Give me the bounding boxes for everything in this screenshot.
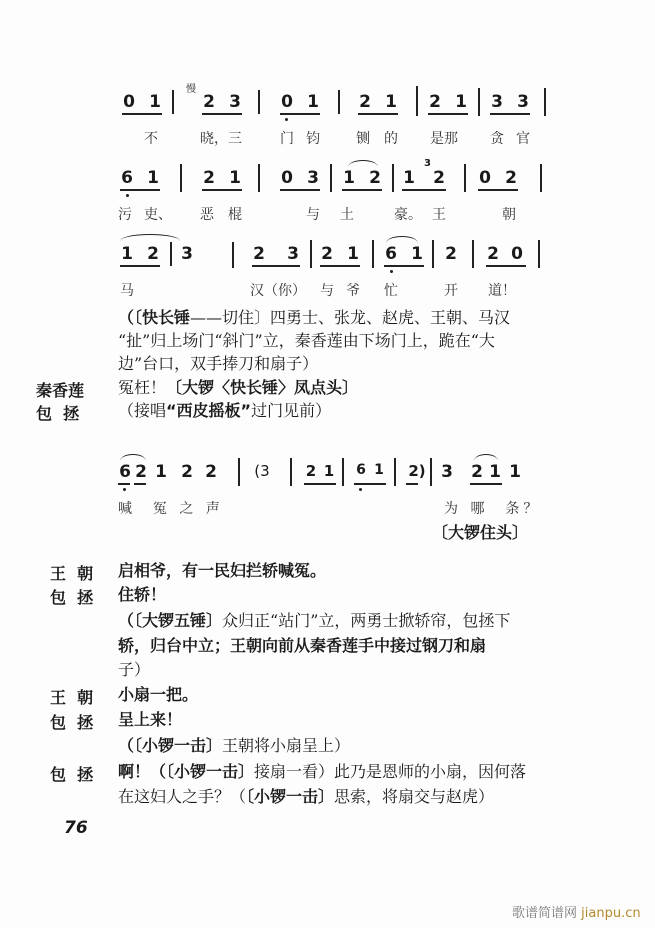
note: 1 (455, 92, 467, 112)
barline (258, 90, 260, 114)
low-octave-dot (123, 488, 126, 491)
note: 6 (356, 462, 366, 478)
lyric: 是那 (430, 131, 458, 147)
barline (464, 164, 466, 192)
slur (348, 160, 378, 167)
underline (342, 189, 382, 191)
underline (304, 483, 336, 485)
note: 2 (253, 244, 265, 264)
page-number: 76 (64, 818, 88, 838)
lyric: 污 (118, 207, 132, 223)
note: 0 (479, 168, 491, 188)
speaker-name: 包 拯 (50, 713, 94, 732)
barline (416, 86, 418, 116)
dialogue-line: 冤枉！〔大锣〈快长锤〉凤点头〕 (118, 378, 359, 397)
lyric: 贪 (490, 131, 504, 147)
note: 1 (509, 462, 521, 482)
note: 1 (403, 168, 415, 188)
lyric: 不 (144, 131, 158, 147)
note: 2 (359, 92, 371, 112)
underline (280, 189, 320, 191)
note: 1 (347, 244, 359, 264)
note: 2 (429, 92, 441, 112)
underline (478, 189, 518, 191)
barline (472, 240, 474, 268)
note: 2 (147, 244, 159, 264)
note: 1 (385, 92, 397, 112)
watermark: 歌谱简谱网 jianpu.cn (512, 906, 641, 921)
note: 1 (323, 462, 335, 480)
speaker-name: 包 拯 (50, 588, 94, 607)
note: 2 (181, 462, 193, 482)
barline (330, 164, 332, 192)
note: 1 (149, 92, 161, 112)
barline (342, 458, 344, 486)
stage-direction-line: “扯”归上场门“斜门”立，秦香莲由下场门上，跪在“大 (118, 331, 495, 350)
lyric: 爷 (346, 283, 360, 299)
barline (372, 240, 374, 268)
lyric: 官 (516, 131, 530, 147)
note: 3 (441, 462, 453, 482)
note: 0 (281, 92, 293, 112)
note: 1 (121, 244, 133, 264)
note: 2 (471, 462, 483, 482)
percussion-cue: 〔大锣住头〕 (432, 523, 529, 542)
lyric: 钧 (306, 131, 320, 147)
grace-note: 3 (424, 158, 431, 169)
note: 3 (181, 244, 193, 264)
barline (172, 90, 174, 114)
barline (392, 164, 394, 192)
barline (394, 458, 396, 486)
lyric: 忙 (384, 283, 398, 299)
note: 2 (203, 92, 215, 112)
note: 3 (287, 244, 299, 264)
note: 2 (505, 168, 517, 188)
dialogue-line: （接唱“西皮摇板”过门见前） (118, 401, 332, 420)
dialogue-line: 小扇一把。 (118, 685, 199, 704)
stage-direction-line: （〔小锣一击〕王朝将小扇呈上） (118, 736, 351, 755)
note: 2 (369, 168, 381, 188)
note: 6 (121, 168, 133, 188)
underline (202, 113, 242, 115)
note: 6 (385, 244, 397, 264)
tempo-mark: 慢 (186, 84, 196, 95)
lyric: 豪。 (394, 207, 422, 223)
note: 2 (487, 244, 499, 264)
note: 0 (281, 168, 293, 188)
underline (252, 265, 300, 267)
note: 2 (305, 462, 317, 480)
barline (238, 458, 240, 486)
barline (544, 88, 546, 116)
lyric: 马 (120, 283, 134, 299)
note: 0 (123, 92, 135, 112)
underline (402, 189, 446, 191)
stage-direction-line: 子） (118, 660, 151, 679)
lyric: 棍 (228, 207, 242, 223)
stage-direction-line: （〔大锣五锤〕众归正“站门”立，两勇士掀轿帘，包拯下 (118, 611, 511, 630)
underline (134, 483, 146, 485)
note: 2 (321, 244, 333, 264)
note: 3 (517, 92, 529, 112)
dialogue-line: 在这妇人之手？（〔小锣一击〕思索，将扇交与赵虎） (118, 787, 495, 806)
barline (290, 458, 292, 486)
underline (120, 189, 160, 191)
barline (258, 164, 260, 192)
lyric: 恶 (200, 207, 214, 223)
note: 2 (445, 244, 457, 264)
underline (354, 483, 386, 485)
note: 2) (408, 462, 426, 480)
lyric: 铡 (356, 131, 370, 147)
speaker-name: 秦香莲 (36, 381, 85, 400)
note: 1 (343, 168, 355, 188)
note: 2 (433, 168, 445, 188)
dialogue-line: 启相爷，有一民妇拦轿喊冤。 (118, 561, 327, 580)
underline (428, 113, 468, 115)
note: (3 (254, 462, 270, 480)
note: 1 (147, 168, 159, 188)
speaker-name: 王 朝 (50, 688, 94, 707)
speaker-name: 包 拯 (36, 404, 80, 423)
low-octave-dot (390, 270, 393, 273)
note: 0 (511, 244, 523, 264)
note: 1 (489, 462, 501, 482)
underline (122, 113, 162, 115)
note: 1 (229, 168, 241, 188)
note: 1 (411, 244, 423, 264)
speaker-name: 王 朝 (50, 564, 94, 583)
underline (202, 189, 242, 191)
barline (430, 458, 432, 486)
barline (170, 242, 172, 266)
barline (540, 164, 542, 192)
lyric: 道！ (488, 283, 516, 299)
lyric: 王 (432, 207, 446, 223)
dialogue-line: 呈上来！ (118, 710, 183, 729)
underline (384, 265, 424, 267)
underline (120, 265, 160, 267)
low-octave-dot (126, 194, 129, 197)
lyric: 朝 (502, 207, 516, 223)
note: 3 (307, 168, 319, 188)
note: 1 (374, 462, 384, 478)
note: 1 (307, 92, 319, 112)
barline (338, 90, 340, 114)
lyric: 与 (306, 207, 320, 223)
underline (320, 265, 360, 267)
note: 2 (135, 462, 147, 482)
note: 3 (491, 92, 503, 112)
note: 2 (203, 168, 215, 188)
speaker-name: 包 拯 (50, 765, 94, 784)
lyric: 与 (320, 283, 334, 299)
note: 3 (229, 92, 241, 112)
barline (180, 164, 182, 192)
slur (474, 454, 498, 461)
lyric: 晓，三 (200, 131, 242, 147)
underline (470, 483, 502, 485)
barline (432, 240, 434, 268)
barline (478, 88, 480, 116)
underline (490, 113, 530, 115)
lyric: 土 (340, 207, 354, 223)
lyric: 门 (280, 131, 294, 147)
slur (120, 454, 146, 461)
note: 1 (155, 462, 167, 482)
low-octave-dot (359, 488, 362, 491)
barline (310, 240, 312, 268)
underline (280, 113, 320, 115)
stage-direction-line: （〔快长锤——切住〕四勇士、张龙、赵虎、王朝、马汉 (118, 308, 511, 327)
stage-direction-line: 轿，归台中立；王朝向前从秦香莲手中接过钢刀和扇 (118, 636, 487, 655)
stage-direction-line: 边”台口，双手捧刀和扇子） (118, 354, 319, 373)
underline (118, 483, 130, 485)
underline (406, 483, 418, 485)
barline (232, 242, 234, 268)
dialogue-line: 住轿！ (118, 585, 167, 604)
note: 6 (119, 462, 131, 482)
underline (486, 265, 526, 267)
lyric: 吏、 (144, 207, 172, 223)
lyric: 为 哪 条？ (444, 501, 542, 517)
slur (386, 236, 418, 243)
dialogue-line: 啊！（〔小锣一击〕接扇一看）此乃是恩师的小扇，因何落 (118, 762, 527, 781)
low-octave-dot (285, 118, 288, 121)
lyric: 喊 冤 之 声 (118, 501, 224, 517)
lyric: 开 (444, 283, 458, 299)
lyric: 汉（你） (250, 283, 306, 299)
note: 2 (205, 462, 217, 482)
barline (538, 240, 540, 268)
slur (120, 234, 180, 241)
lyric: 的 (384, 131, 398, 147)
underline (358, 113, 398, 115)
